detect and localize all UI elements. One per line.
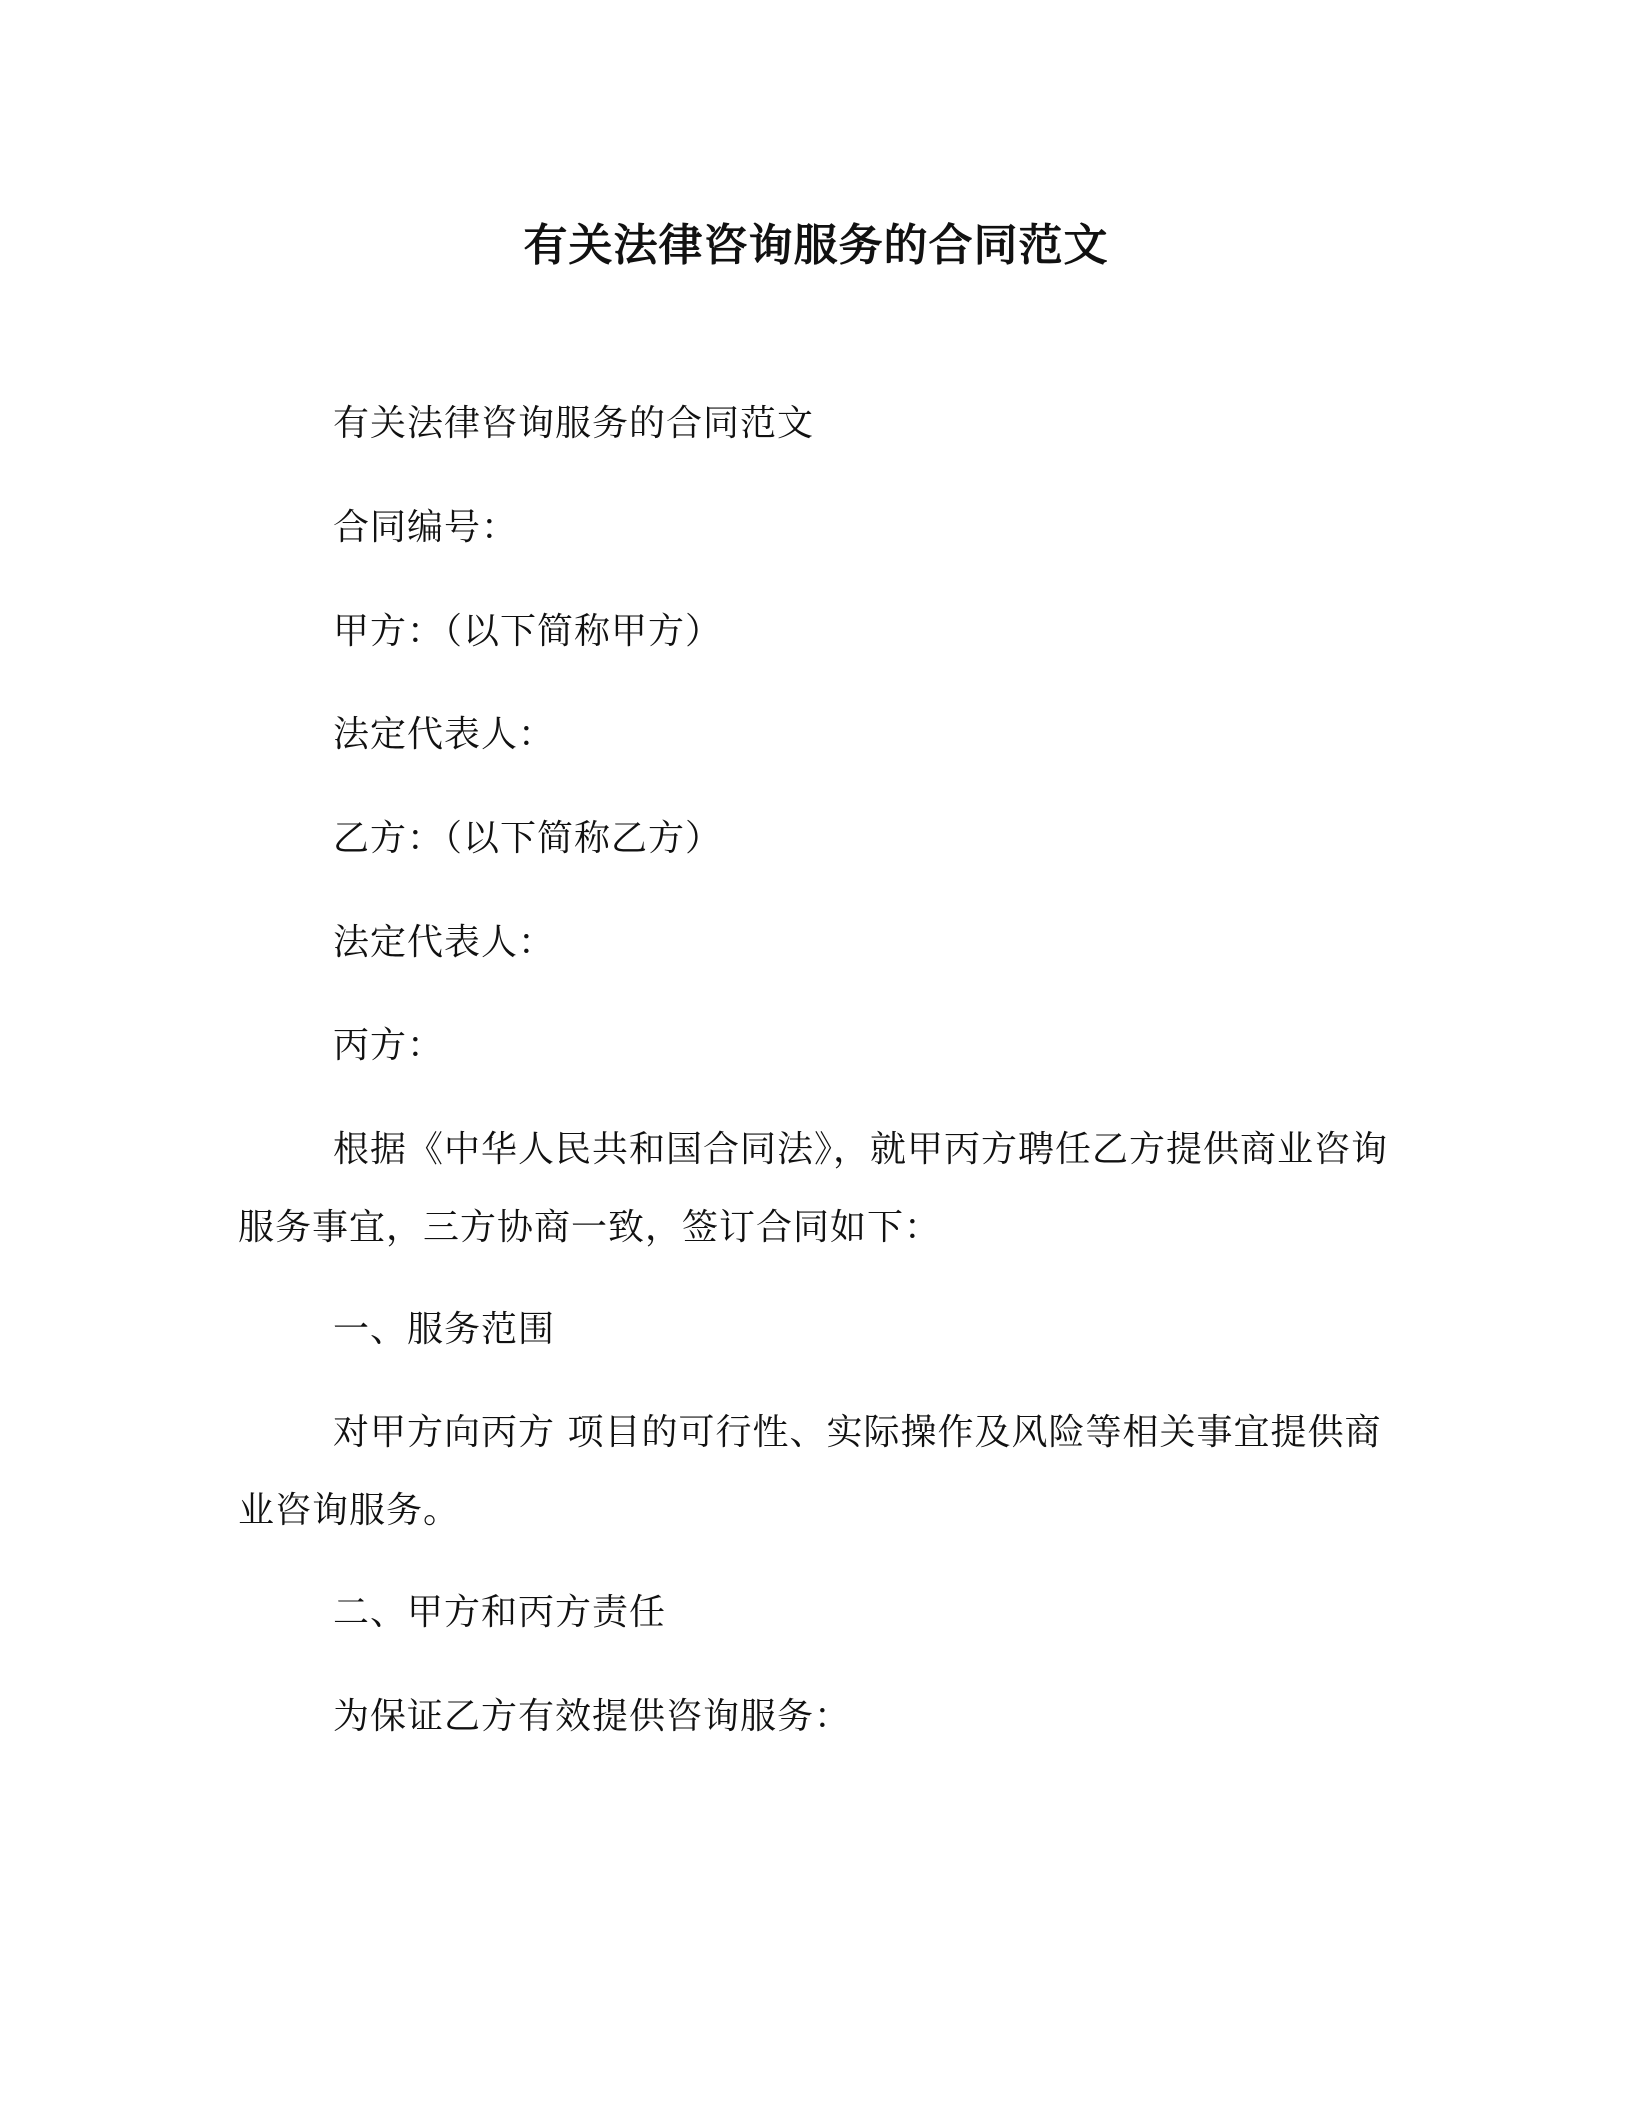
paragraph-party-c: 丙方：: [333, 1025, 445, 1066]
paragraph-party-b: 乙方：（以下简称乙方）: [333, 818, 723, 859]
paragraph-preamble: 根据《中华人民共和国合同法》，就甲丙方聘任乙方提供商业咨询服务事宜，三方协商一致，签订合同如下：: [238, 1129, 1389, 1248]
paragraph-party-a-representative: 法定代表人：: [333, 714, 556, 755]
document-title: 有关法律咨询服务的合同范文: [523, 220, 1109, 271]
paragraph-section-2-intro: 为保证乙方有效提供咨询服务：: [333, 1696, 852, 1737]
paragraph-party-a: 甲方：（以下简称甲方）: [333, 611, 723, 652]
paragraph-section-1-heading: 一、服务范围: [333, 1309, 556, 1350]
paragraph-party-b-representative: 法定代表人：: [333, 922, 556, 963]
paragraph-section-1-body: 对甲方向丙方 项目的可行性、实际操作及风险等相关事宜提供商业咨询服务。: [238, 1412, 1382, 1531]
paragraph-contract-number: 合同编号：: [333, 507, 519, 548]
paragraph-heading: 有关法律咨询服务的合同范文: [333, 403, 815, 444]
paragraph-section-2-heading: 二、甲方和丙方责任: [333, 1592, 667, 1633]
